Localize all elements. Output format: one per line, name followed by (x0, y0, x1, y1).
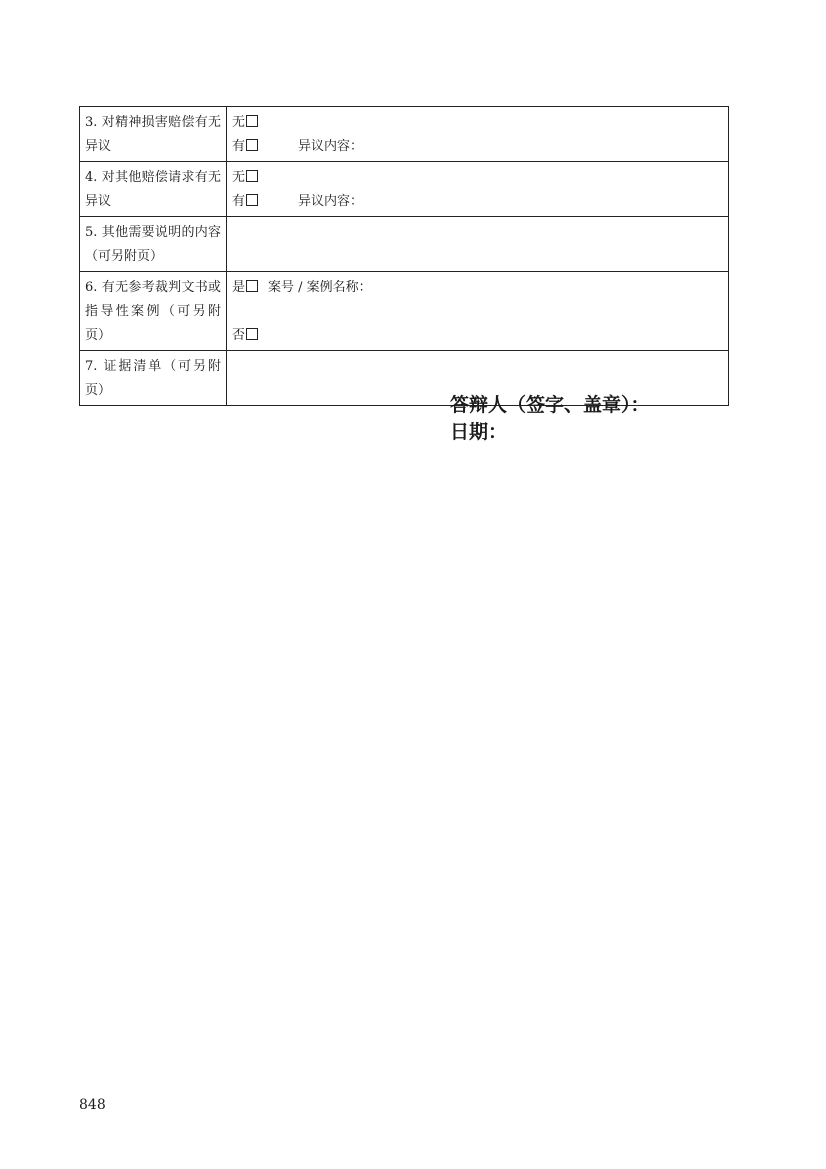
option-label: 有 (232, 194, 246, 209)
option-no (232, 166, 723, 190)
signature-block (450, 392, 650, 446)
case-reference-label: 案号 / 案例名称： (268, 280, 372, 295)
table-row (80, 272, 729, 351)
table-row (80, 107, 729, 162)
objection-content-label: 异议内容： (298, 194, 364, 209)
question-cell (80, 272, 227, 351)
question-label: 7. 证据清单（可另附页） (85, 359, 221, 398)
question-label: 6. 有无参考裁判文书或指导性案例（可另附页） (85, 280, 221, 343)
objection-content-label: 异议内容： (298, 139, 364, 154)
table-row (80, 162, 729, 217)
checkbox[interactable] (246, 194, 258, 206)
question-cell (80, 351, 227, 406)
question-cell (80, 107, 227, 162)
answer-cell-blank[interactable] (227, 217, 729, 272)
option-label: 有 (232, 139, 246, 154)
question-label: 5. 其他需要说明的内容（可另附页） (85, 225, 221, 264)
question-cell (80, 217, 227, 272)
checkbox[interactable] (246, 328, 258, 340)
option-no (232, 111, 723, 135)
answer-cell (227, 272, 729, 351)
question-cell (80, 162, 227, 217)
blank-line (232, 300, 723, 324)
checkbox[interactable] (246, 170, 258, 182)
option-yes (232, 135, 723, 159)
option-label: 无 (232, 115, 246, 130)
option-label: 无 (232, 170, 246, 185)
respondent-signature-label: 答辩人（签字、盖章）： (450, 394, 650, 416)
option-label: 否 (232, 328, 246, 343)
option-yes (232, 276, 723, 300)
option-label: 是 (232, 280, 246, 295)
answer-cell (227, 162, 729, 217)
question-label: 3. 对精神损害赔偿有无异议 (85, 115, 221, 154)
defense-form-table (79, 106, 729, 406)
checkbox[interactable] (246, 115, 258, 127)
option-no (232, 324, 723, 348)
option-yes (232, 190, 723, 214)
table-row (80, 217, 729, 272)
page-number: 848 (79, 1097, 106, 1113)
checkbox[interactable] (246, 280, 258, 292)
checkbox[interactable] (246, 139, 258, 151)
answer-cell (227, 107, 729, 162)
date-label: 日期： (450, 421, 508, 443)
question-label: 4. 对其他赔偿请求有无异议 (85, 170, 221, 209)
